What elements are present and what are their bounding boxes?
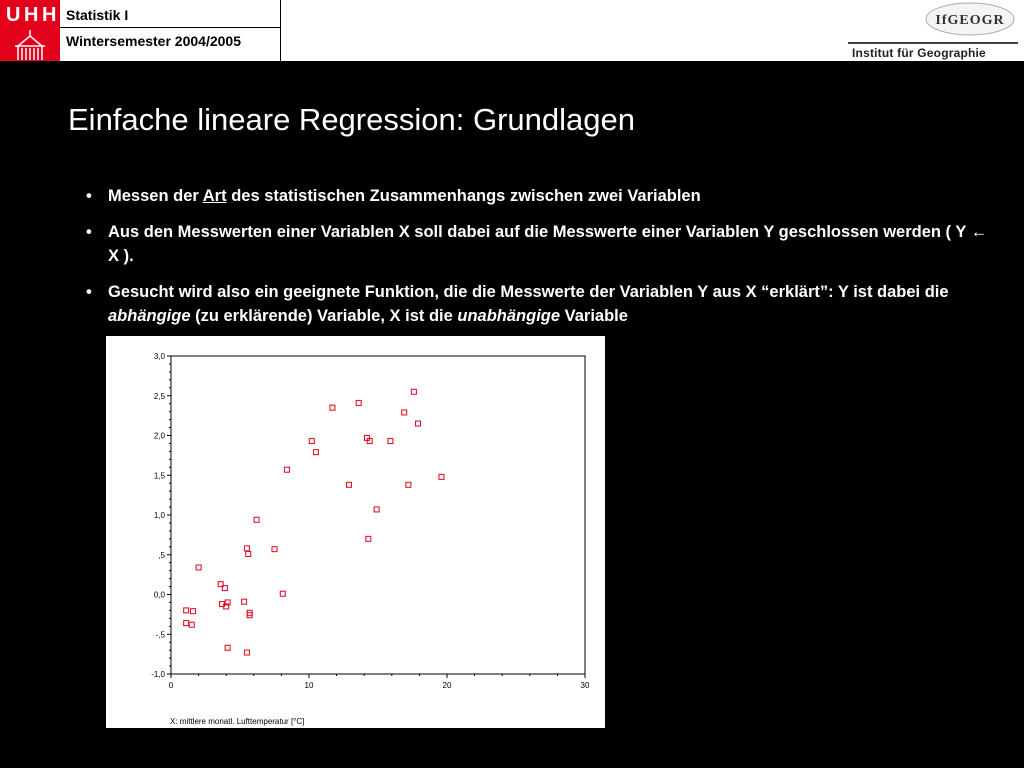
- data-point: [244, 650, 249, 655]
- data-point: [184, 608, 189, 613]
- data-point: [416, 421, 421, 426]
- data-point: [272, 547, 277, 552]
- data-point: [347, 482, 352, 487]
- x-axis: [169, 674, 590, 690]
- y-tick-label: 0,0: [153, 590, 165, 600]
- data-point: [402, 410, 407, 415]
- data-point: [356, 400, 361, 405]
- institute-logo: [925, 2, 1015, 36]
- bullet-text-part: Variable: [560, 307, 628, 325]
- data-point: [280, 591, 285, 596]
- bullet-dot: •: [86, 223, 92, 241]
- y-tick-label: 1,5: [153, 471, 165, 481]
- semester-label: Wintersemester 2004/2005: [66, 33, 241, 49]
- data-point: [366, 536, 371, 541]
- bullet-text-part: Messen der: [108, 187, 203, 205]
- data-point: [244, 546, 249, 551]
- bullet-dot: •: [86, 283, 92, 301]
- y-tick-label: -,5: [155, 630, 165, 640]
- bullet-emphasis-dependent: abhängige: [108, 307, 191, 325]
- data-point: [184, 621, 189, 626]
- institute-name: Institut für Geographie: [852, 46, 986, 60]
- bullet-underlined-word: Art: [202, 187, 227, 205]
- data-point: [191, 609, 196, 614]
- bullet-list: [86, 184, 996, 340]
- header-vertical-separator: [280, 0, 281, 61]
- data-point: [439, 474, 444, 479]
- y-tick-label: 3,0: [153, 352, 165, 361]
- bullet-dot: •: [86, 187, 92, 205]
- bullet-text-part: des statistischen Zusammenhangs zwischen zwei Variablen: [226, 187, 701, 205]
- x-axis-label: X: mittlere monatl. Lufttemperatur [°C]: [170, 717, 305, 726]
- university-logo: [0, 0, 60, 61]
- bullet-item: [86, 184, 996, 208]
- course-title: Statistik I: [66, 7, 129, 23]
- data-point: [254, 517, 259, 522]
- data-point: [225, 645, 230, 650]
- slide-header: [0, 0, 1024, 61]
- y-axis: [151, 352, 171, 679]
- data-point: [242, 599, 247, 604]
- data-point: [411, 389, 416, 394]
- x-tick-label: 30: [580, 681, 590, 690]
- data-point: [313, 450, 318, 455]
- x-tick-label: 20: [442, 681, 452, 690]
- bullet-text-part: (zu erklärende) Variable, X ist die: [190, 307, 458, 325]
- bullet-emphasis-independent: unabhängige: [457, 307, 561, 325]
- scatter-chart: [106, 336, 605, 728]
- building-icon: [0, 28, 60, 61]
- institute-divider: [848, 42, 1018, 44]
- bullet-item: [86, 280, 996, 328]
- slide-title: Einfache lineare Regression: Grundlagen: [68, 102, 635, 137]
- data-point: [388, 439, 393, 444]
- x-tick-label: 0: [168, 681, 174, 690]
- data-point: [330, 405, 335, 410]
- data-points: [184, 389, 444, 655]
- bullet-item: [86, 220, 996, 268]
- data-point: [246, 551, 251, 556]
- y-tick-label: 2,0: [153, 431, 165, 441]
- data-point: [309, 439, 314, 444]
- data-point: [284, 467, 289, 472]
- bullet-text: Aus den Messwerten einer Variablen X soll dabei auf die Messwerte einer Variablen Y geschlossen werden ( Y ← X ).: [108, 223, 988, 265]
- data-point: [374, 507, 379, 512]
- university-logo-text: U H H: [6, 4, 56, 26]
- scatter-plot-svg: [106, 336, 605, 728]
- plot-area-frame: [171, 356, 585, 674]
- data-point: [189, 622, 194, 627]
- y-tick-label: ,5: [158, 550, 165, 560]
- bullet-text-part: Gesucht wird also ein geeignete Funktion, die die Messwerte der Variablen Y aus X “erklärt”: Y ist dabei die: [108, 283, 949, 301]
- institute-logo-text: IfGEOGR: [935, 13, 1005, 28]
- y-tick-label: 1,0: [153, 511, 165, 520]
- y-tick-label: -1,0: [151, 670, 165, 679]
- header-separator: [60, 27, 280, 28]
- data-point: [406, 482, 411, 487]
- x-tick-label: 10: [304, 681, 314, 690]
- data-point: [196, 565, 201, 570]
- y-tick-label: 2,5: [153, 391, 165, 401]
